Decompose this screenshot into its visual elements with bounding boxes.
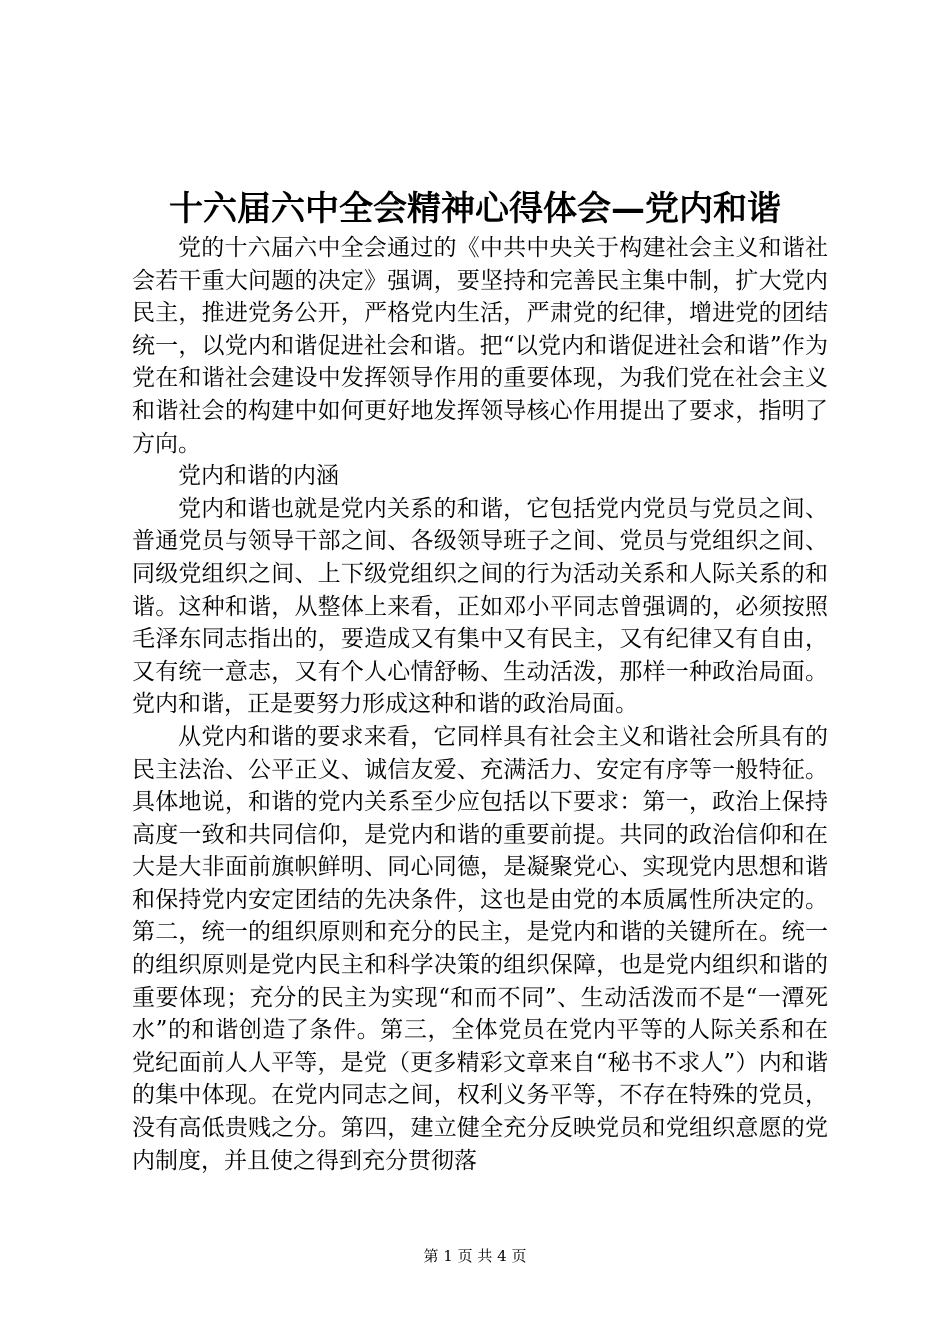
paragraph-requirements: 从党内和谐的要求来看，它同样具有社会主义和谐社会所具有的民主法治、公平正义、诚信友爱、充满活力、安定有序等一般特征。具体地说，和谐的党内关系至少应包括以下要求：第一，政治上保持高度一致和共同信仰，是党内和谐的重要前提。共同的政治信仰和在大是大非面前旗帜鲜明、同心同德，是凝聚党心、实现党内思想和谐和保持党内安定团结的先决条件，这也是由党的本质属性所决定的。第二，统一的组织原则和充分的民主，是党内和谐的关键所在。统一的组织原则是党内民主和科学决策的组织保障，也是党内组织和谐的重要体现；充分的民主为实现“和而不同”、生动活泼而不是“一潭死水”的和谐创造了条件。第三，全体党员在党内平等的人际关系和在党纪面前人人平等，是党（更多精彩文章来自“秘书不求人”）内和谐的集中体现。在党内同志之间，权利义务平等，不存在特殊的党员，没有高低贵贱之分。第四，建立健全充分反映党员和党组织意愿的党内制度，并且使之得到充分贯彻落 <box>132 723 828 1174</box>
page-footer: 第 1 页 共 4 页 <box>423 1247 527 1265</box>
document-title: 十六届六中全会精神心得体会—党内和谐 <box>169 189 781 229</box>
paragraph-connotation: 党内和谐也就是党内关系的和谐，它包括党内党员与党员之间、普通党员与领导干部之间、各级领导班子之间、党员与党组织之间、同级党组织之间、上下级党组织之间的行为活动关系和人际关系的和谐。这种和谐，从整体上来看，正如邓小平同志曾强调的，必须按照毛泽东同志指出的，要造成又有集中又有民主，又有纪律又有自由，又有统一意志，又有个人心情舒畅、生动活泼，那样一种政治局面。党内和谐，正是要努力形成这种和谐的政治局面。 <box>132 495 828 718</box>
section-heading: 党内和谐的内涵 <box>178 463 339 490</box>
document-body <box>132 232 828 1177</box>
paragraph-intro: 党的十六届六中全会通过的《中共中央关于构建社会主义和谐社会若干重大问题的决定》强调，要坚持和完善民主集中制，扩大党内民主，推进党务公开，严格党内生活，严肃党的纪律，增进党的团结统一，以党内和谐促进社会和谐。把“以党内和谐促进社会和谐”作为党在和谐社会建设中发挥领导作用的重要体现，为我们党在社会主义和谐社会的构建中如何更好地发挥领导核心作用提出了要求，指明了方向。 <box>132 235 828 457</box>
